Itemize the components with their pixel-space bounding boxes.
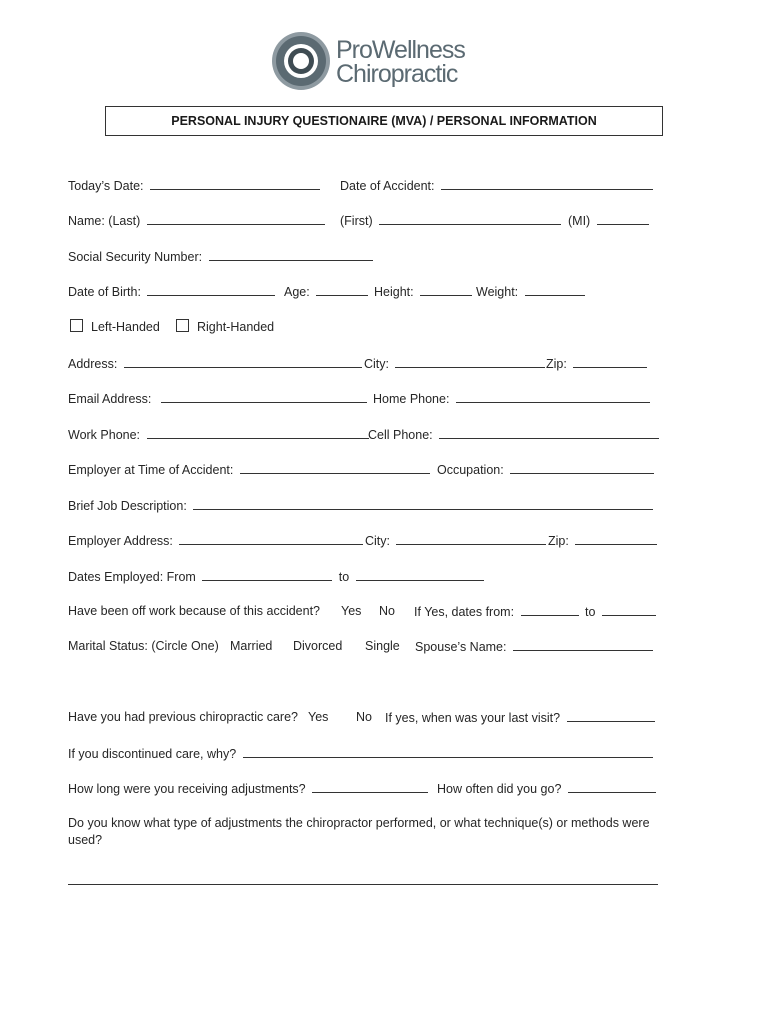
marital-married[interactable]: Married bbox=[230, 639, 273, 653]
date-of-accident-field[interactable] bbox=[441, 176, 653, 190]
row-work-phone bbox=[68, 425, 668, 443]
right-handed-label: Right-Handed bbox=[197, 320, 275, 334]
dob-label: Date of Birth: bbox=[68, 285, 141, 299]
name-last-field[interactable] bbox=[147, 211, 325, 225]
left-handed-option[interactable] bbox=[70, 318, 160, 336]
employed-to-field[interactable] bbox=[356, 567, 484, 581]
logo-wordmark bbox=[336, 38, 465, 86]
mi-label: (MI) bbox=[568, 214, 591, 228]
off-work-from-field[interactable] bbox=[521, 602, 579, 616]
how-long-label: How long were you receiving adjustments? bbox=[68, 782, 306, 796]
row-ssn bbox=[68, 247, 376, 265]
row-address bbox=[68, 354, 668, 372]
employer-address-label: Employer Address: bbox=[68, 534, 173, 548]
row-handedness bbox=[68, 318, 368, 336]
logo bbox=[270, 30, 480, 92]
weight-label: Weight: bbox=[476, 285, 519, 299]
technique-answer-field[interactable] bbox=[68, 884, 658, 885]
marital-divorced[interactable]: Divorced bbox=[293, 639, 343, 653]
zip-label: Zip: bbox=[546, 357, 567, 371]
last-visit-field[interactable] bbox=[567, 708, 655, 722]
employer-city-field[interactable] bbox=[396, 531, 546, 545]
date-of-accident-label: Date of Accident: bbox=[340, 179, 435, 193]
name-first-field[interactable] bbox=[379, 211, 561, 225]
employer-zip-label: Zip: bbox=[548, 534, 569, 548]
home-phone-field[interactable] bbox=[456, 389, 650, 403]
row-dob bbox=[68, 282, 668, 300]
cell-phone-label: Cell Phone: bbox=[368, 428, 433, 442]
how-often-field[interactable] bbox=[568, 779, 656, 793]
row-employer bbox=[68, 460, 668, 478]
ssn-label: Social Security Number: bbox=[68, 250, 203, 264]
how-often-label: How often did you go? bbox=[437, 782, 562, 796]
previous-care-label: Have you had previous chiropractic care? bbox=[68, 710, 298, 724]
mi-field[interactable] bbox=[597, 211, 649, 225]
off-work-to-field[interactable] bbox=[602, 602, 656, 616]
name-first-label: (First) bbox=[340, 214, 373, 228]
todays-date-label: Today’s Date: bbox=[68, 179, 144, 193]
off-work-dates-label: If Yes, dates from: bbox=[414, 605, 515, 619]
employed-to-label: to bbox=[338, 570, 350, 584]
row-adjustments bbox=[68, 779, 668, 797]
cell-phone-field[interactable] bbox=[439, 425, 659, 439]
logo-line1: ProWellness bbox=[336, 36, 465, 64]
row-dates-employed bbox=[68, 567, 668, 585]
city-label: City: bbox=[364, 357, 389, 371]
how-long-field[interactable] bbox=[312, 779, 428, 793]
work-phone-field[interactable] bbox=[147, 425, 369, 439]
address-label: Address: bbox=[68, 357, 118, 371]
left-handed-checkbox[interactable] bbox=[70, 319, 83, 332]
age-label: Age: bbox=[284, 285, 310, 299]
discontinued-label: If you discontinued care, why? bbox=[68, 747, 237, 761]
occupation-label: Occupation: bbox=[437, 463, 504, 477]
row-dates bbox=[68, 176, 668, 194]
ssn-field[interactable] bbox=[209, 247, 373, 261]
job-description-field[interactable] bbox=[193, 496, 653, 510]
spouse-name-field[interactable] bbox=[513, 637, 653, 651]
off-work-no[interactable]: No bbox=[379, 604, 395, 618]
discontinued-field[interactable] bbox=[243, 744, 653, 758]
name-last-label: Name: (Last) bbox=[68, 214, 141, 228]
row-name bbox=[68, 211, 668, 229]
occupation-field[interactable] bbox=[510, 460, 654, 474]
age-field[interactable] bbox=[316, 282, 368, 296]
row-email bbox=[68, 389, 668, 407]
left-handed-label: Left-Handed bbox=[91, 320, 160, 334]
marital-single[interactable]: Single bbox=[365, 639, 400, 653]
work-phone-label: Work Phone: bbox=[68, 428, 141, 442]
employer-field[interactable] bbox=[240, 460, 430, 474]
email-field[interactable] bbox=[161, 389, 367, 403]
previous-care-no[interactable]: No bbox=[356, 710, 372, 724]
address-field[interactable] bbox=[124, 354, 362, 368]
row-off-work bbox=[68, 602, 668, 620]
home-phone-label: Home Phone: bbox=[373, 392, 450, 406]
row-marital-status bbox=[68, 637, 668, 655]
previous-care-yes[interactable]: Yes bbox=[308, 710, 329, 724]
row-employer-address bbox=[68, 531, 668, 549]
employer-city-label: City: bbox=[365, 534, 390, 548]
dates-employed-label: Dates Employed: From bbox=[68, 570, 196, 584]
height-label: Height: bbox=[374, 285, 414, 299]
spouse-name-label: Spouse’s Name: bbox=[415, 640, 507, 654]
right-handed-option[interactable] bbox=[176, 318, 274, 336]
dob-field[interactable] bbox=[147, 282, 275, 296]
form-title: PERSONAL INJURY QUESTIONAIRE (MVA) / PERSONAL INFORMATION bbox=[105, 106, 663, 136]
employer-zip-field[interactable] bbox=[575, 531, 657, 545]
row-job-description bbox=[68, 496, 668, 514]
logo-line2: Chiropractic bbox=[336, 60, 458, 88]
off-work-yes[interactable]: Yes bbox=[341, 604, 362, 618]
off-work-to-label: to bbox=[585, 605, 596, 619]
employed-from-field[interactable] bbox=[202, 567, 332, 581]
height-field[interactable] bbox=[420, 282, 472, 296]
marital-status-label: Marital Status: (Circle One) bbox=[68, 639, 219, 653]
off-work-label: Have been off work because of this accident? bbox=[68, 604, 321, 618]
row-previous-care bbox=[68, 708, 668, 726]
weight-field[interactable] bbox=[525, 282, 585, 296]
last-visit-label: If yes, when was your last visit? bbox=[385, 711, 561, 725]
employer-label: Employer at Time of Accident: bbox=[68, 463, 234, 477]
todays-date-field[interactable] bbox=[150, 176, 320, 190]
email-label: Email Address: bbox=[68, 392, 152, 406]
row-discontinued bbox=[68, 744, 668, 762]
zip-field[interactable] bbox=[573, 354, 647, 368]
logo-ring-icon bbox=[270, 30, 332, 92]
job-description-label: Brief Job Description: bbox=[68, 499, 187, 513]
city-field[interactable] bbox=[395, 354, 545, 368]
right-handed-checkbox[interactable] bbox=[176, 319, 189, 332]
employer-address-field[interactable] bbox=[179, 531, 363, 545]
technique-question: Do you know what type of adjustments the chiropractor performed, or what technique(s) or methods were used? bbox=[68, 816, 650, 847]
